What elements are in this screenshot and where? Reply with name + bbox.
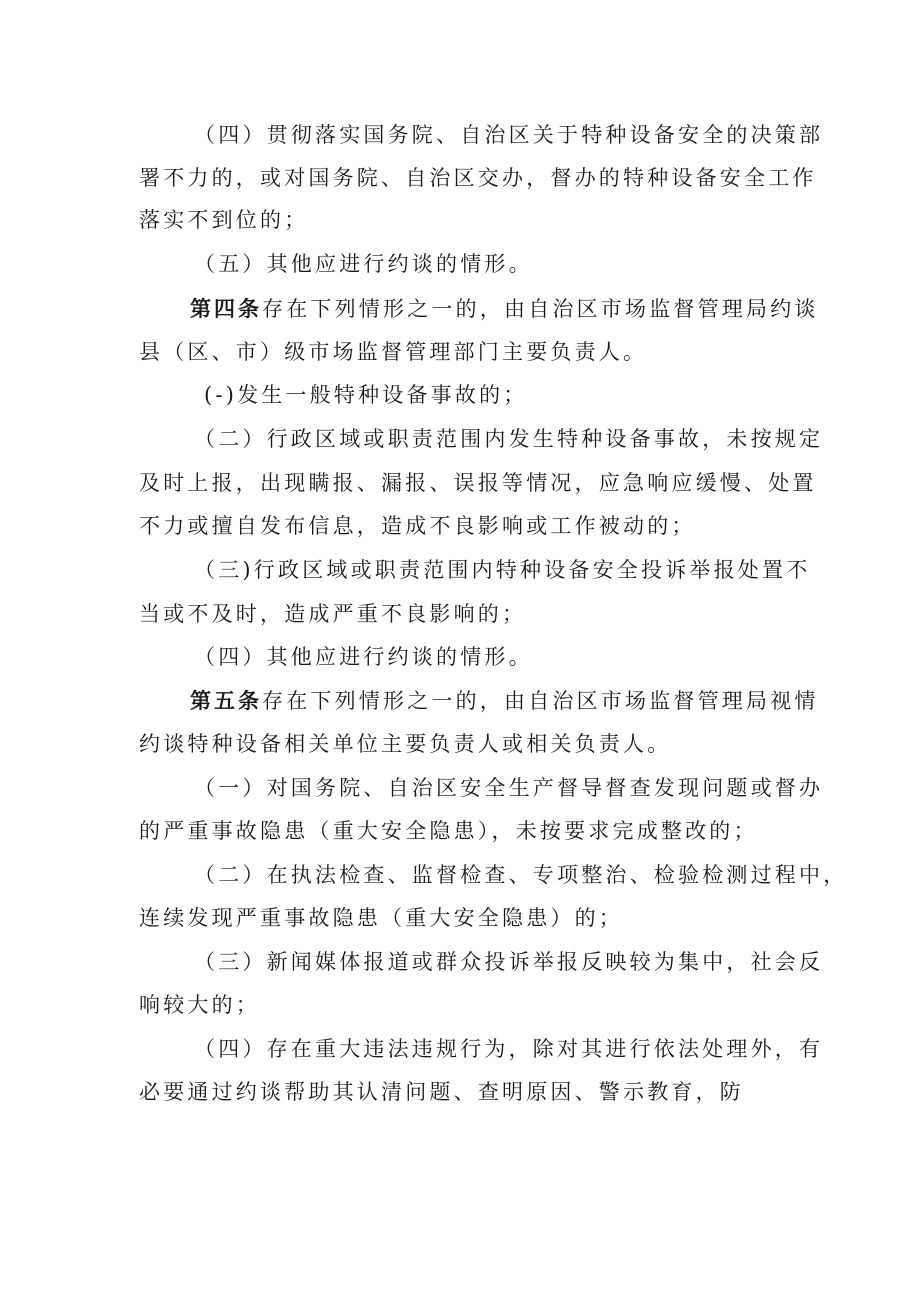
text-line: （四）存在重大违法违规行为，除对其进行依法处理外，有 xyxy=(194,1037,824,1061)
article-line xyxy=(190,295,819,323)
text-line: （三)行政区域或职责范围内特种设备安全投诉举报处置不 xyxy=(194,558,811,582)
text-line: （一）对国务院、自治区安全生产督导督查发现问题或督办 xyxy=(194,776,824,800)
article-number: 第四条 xyxy=(190,297,262,321)
article-number: 第五条 xyxy=(190,689,262,713)
text-line: (-)发生一般特种设备事故的； xyxy=(204,383,528,407)
text-line: （四）其他应进行约谈的情形。 xyxy=(194,645,533,669)
text-line: 响较大的； xyxy=(139,993,260,1017)
text-line: 约谈特种设备相关单位主要负责人或相关负责人。 xyxy=(139,732,672,756)
text-line: （二）行政区域或职责范围内发生特种设备事故，未按规定 xyxy=(194,427,824,451)
text-line: （四）贯彻落实国务院、自治区关于特种设备安全的决策部 xyxy=(194,123,824,147)
text-line: （三）新闻媒体报道或群众投诉举报反映较为集中，社会反 xyxy=(194,950,824,974)
article-text: 存在下列情形之一的，由自治区市场监督管理局视情 xyxy=(262,689,819,713)
text-line: 落实不到位的； xyxy=(139,208,309,232)
text-line: （五）其他应进行约谈的情形。 xyxy=(194,252,533,276)
text-line: 当或不及时，造成严重不良影响的； xyxy=(139,602,527,626)
text-line: 县（区、市）级市场监督管理部门主要负责人。 xyxy=(139,340,648,364)
text-line: 不力或擅自发布信息，造成不良影响或工作被动的； xyxy=(139,514,696,538)
text-line: 署不力的，或对国务院、自治区交办，督办的特种设备安全工作 xyxy=(139,166,817,190)
article-line xyxy=(190,687,819,715)
text-line: （二）在执法检查、监督检查、专项整治、检验检测过程中， xyxy=(194,863,848,887)
text-line: 的严重事故隐患（重大安全隐患），未按要求完成整改的； xyxy=(139,819,758,843)
text-line: 必要通过约谈帮助其认清问题、查明原因、警示教育，防 xyxy=(139,1080,744,1104)
text-line: 及时上报，出现瞒报、漏报、误报等情况，应急响应缓慢、处置 xyxy=(139,471,817,495)
text-line: 连续发现严重事故隐患（重大安全隐患）的； xyxy=(139,906,623,930)
article-text: 存在下列情形之一的，由自治区市场监督管理局约谈 xyxy=(262,297,819,321)
